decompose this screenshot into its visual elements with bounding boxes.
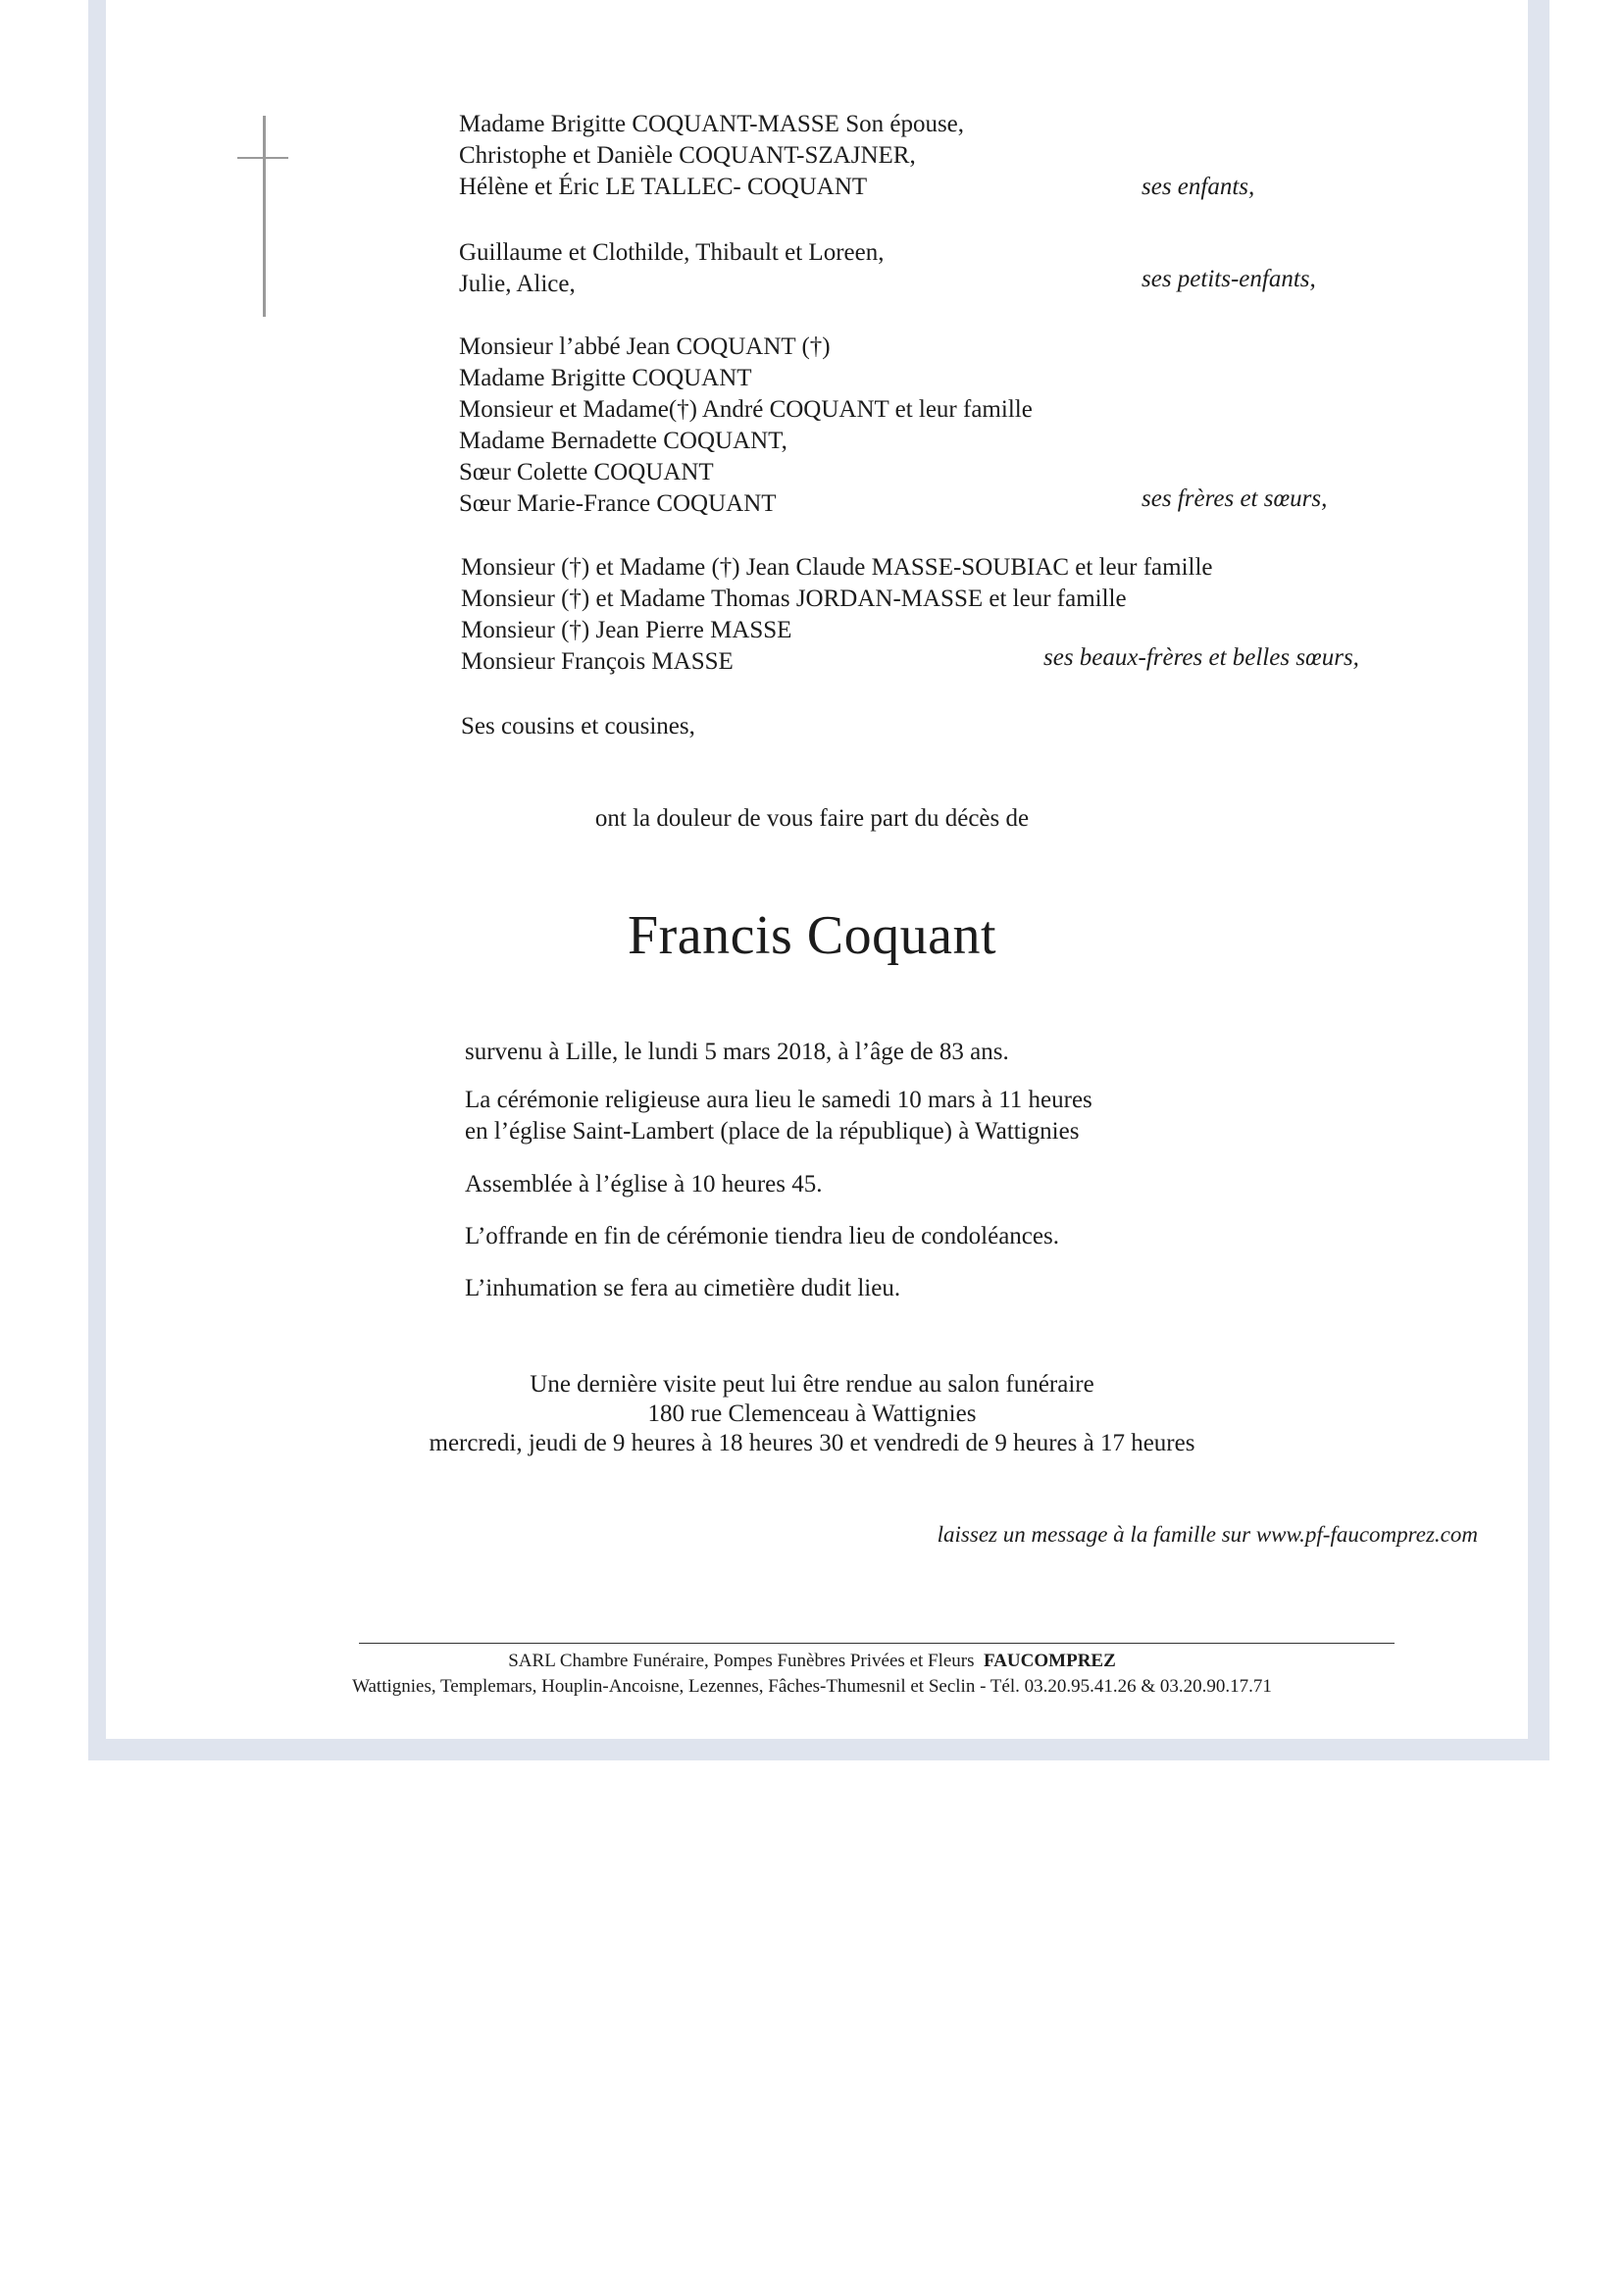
assembly-details: Assemblée à l’église à 10 heures 45. xyxy=(465,1171,823,1197)
sibling-line: Madame Bernadette COQUANT, xyxy=(459,428,787,454)
inlaw-line: Monsieur (†) et Madame (†) Jean Claude MASSE-SOUBIAC et leur famille xyxy=(461,554,1213,581)
cross-icon-vertical-bar xyxy=(263,116,266,317)
deceased-name: Francis Coquant xyxy=(627,905,997,966)
footer-brand: FAUCOMPREZ xyxy=(984,1651,1116,1671)
footer-locations: Wattignies, Templemars, Houplin-Ancoisne, Lezennes, Fâches-Thumesnil et Seclin - Tél. 03.20.95.41.26 & 03.20.90.17.71 xyxy=(352,1676,1272,1697)
ceremony-line: La cérémonie religieuse aura lieu le samedi 10 mars à 11 heures xyxy=(465,1087,1092,1113)
inlaw-line: Monsieur (†) et Madame Thomas JORDAN-MASSE et leur famille xyxy=(461,585,1127,612)
grandchildren-label: ses petits-enfants, xyxy=(1142,266,1316,292)
inlaws-label: ses beaux-frères et belles sœurs, xyxy=(1043,644,1359,671)
burial-details: L’inhumation se fera au cimetière dudit lieu. xyxy=(465,1275,901,1301)
sibling-line: Sœur Marie-France COQUANT xyxy=(459,490,777,517)
cross-icon-horizontal-bar xyxy=(237,157,288,159)
footer-divider xyxy=(359,1643,1395,1644)
child-line: Hélène et Éric LE TALLEC- COQUANT xyxy=(459,174,868,200)
announcement: ont la douleur de vous faire part du décès de xyxy=(594,805,1030,832)
cousins-line: Ses cousins et cousines, xyxy=(461,713,695,739)
sibling-line: Sœur Colette COQUANT xyxy=(459,459,714,485)
footer-company-text: SARL Chambre Funéraire, Pompes Funèbres Privées et Fleurs xyxy=(508,1651,975,1671)
visit-hours: mercredi, jeudi de 9 heures à 18 heures 30 et vendredi de 9 heures à 17 heures xyxy=(429,1430,1195,1456)
inlaw-line: Monsieur François MASSE xyxy=(461,648,734,675)
sibling-line: Monsieur l’abbé Jean COQUANT (†) xyxy=(459,333,831,360)
death-details: survenu à Lille, le lundi 5 mars 2018, à l’âge de 83 ans. xyxy=(465,1039,1009,1065)
visit-address: 180 rue Clemenceau à Wattignies xyxy=(647,1400,977,1427)
visit-line: Une dernière visite peut lui être rendue au salon funéraire xyxy=(530,1371,1094,1398)
sibling-line: Madame Brigitte COQUANT xyxy=(459,365,752,391)
message-note: laissez un message à la famille sur www.pf-faucomprez.com xyxy=(937,1522,1478,1547)
spouse-line: Madame Brigitte COQUANT-MASSE Son épouse, xyxy=(459,111,965,137)
ceremony-line: en l’église Saint-Lambert (place de la république) à Wattignies xyxy=(465,1118,1080,1145)
inlaw-line: Monsieur (†) Jean Pierre MASSE xyxy=(461,617,792,643)
footer-company xyxy=(0,1649,1624,1674)
grandchildren-line: Guillaume et Clothilde, Thibault et Loreen, xyxy=(459,239,885,266)
children-label: ses enfants, xyxy=(1142,174,1255,200)
offering-details: L’offrande en fin de cérémonie tiendra lieu de condoléances. xyxy=(465,1223,1059,1249)
sibling-line: Monsieur et Madame(†) André COQUANT et leur famille xyxy=(459,396,1033,423)
grandchildren-line: Julie, Alice, xyxy=(459,271,576,297)
child-line: Christophe et Danièle COQUANT-SZAJNER, xyxy=(459,142,916,169)
siblings-label: ses frères et sœurs, xyxy=(1142,485,1328,512)
